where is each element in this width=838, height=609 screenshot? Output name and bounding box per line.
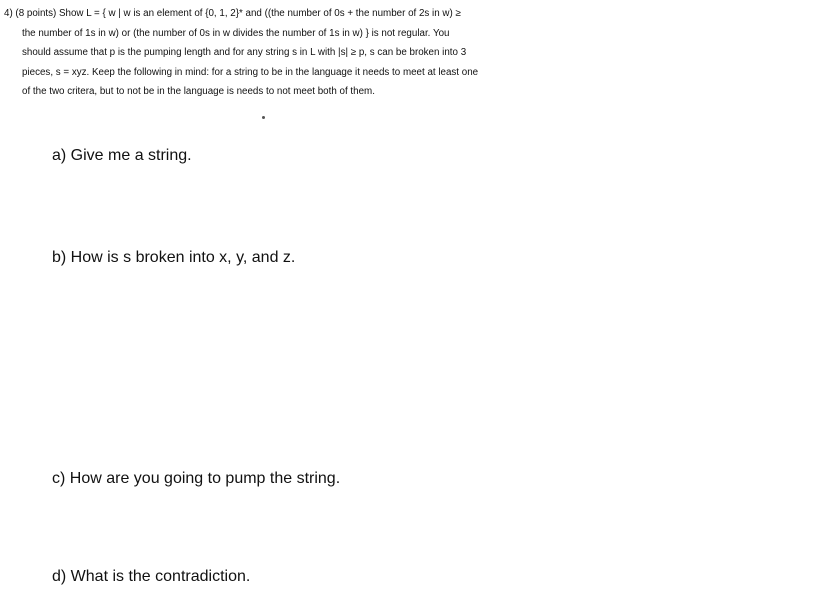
problem-line-1: 4) (8 points) Show L = { w | w is an element of {0, 1, 2}* and ((the number of 0s + the number of 2s in w) ≥ [4, 8, 461, 19]
problem-line-4: pieces, s = xyz. Keep the following in mind: for a string to be in the language it needs to meet at least one [22, 66, 479, 78]
problem-line-3: should assume that p is the pumping length and for any string s in L with |s| ≥ p, s can be broken into 3 [22, 47, 467, 58]
problem-line-2: the number of 1s in w) or (the number of 0s in w divides the number of 1s in w) } is not regular. You [22, 27, 450, 39]
problem-line-5: of the two critera, but to not be in the language is needs to not meet both of them. [22, 86, 375, 97]
scan-speck [262, 116, 265, 119]
question-part-b: b) How is s broken into x, y, and z. [52, 249, 296, 266]
question-part-d: d) What is the contradiction. [52, 568, 251, 585]
question-part-c: c) How are you going to pump the string. [52, 470, 341, 487]
question-part-a: a) Give me a string. [52, 147, 192, 164]
problem-statement [4, 4, 832, 102]
